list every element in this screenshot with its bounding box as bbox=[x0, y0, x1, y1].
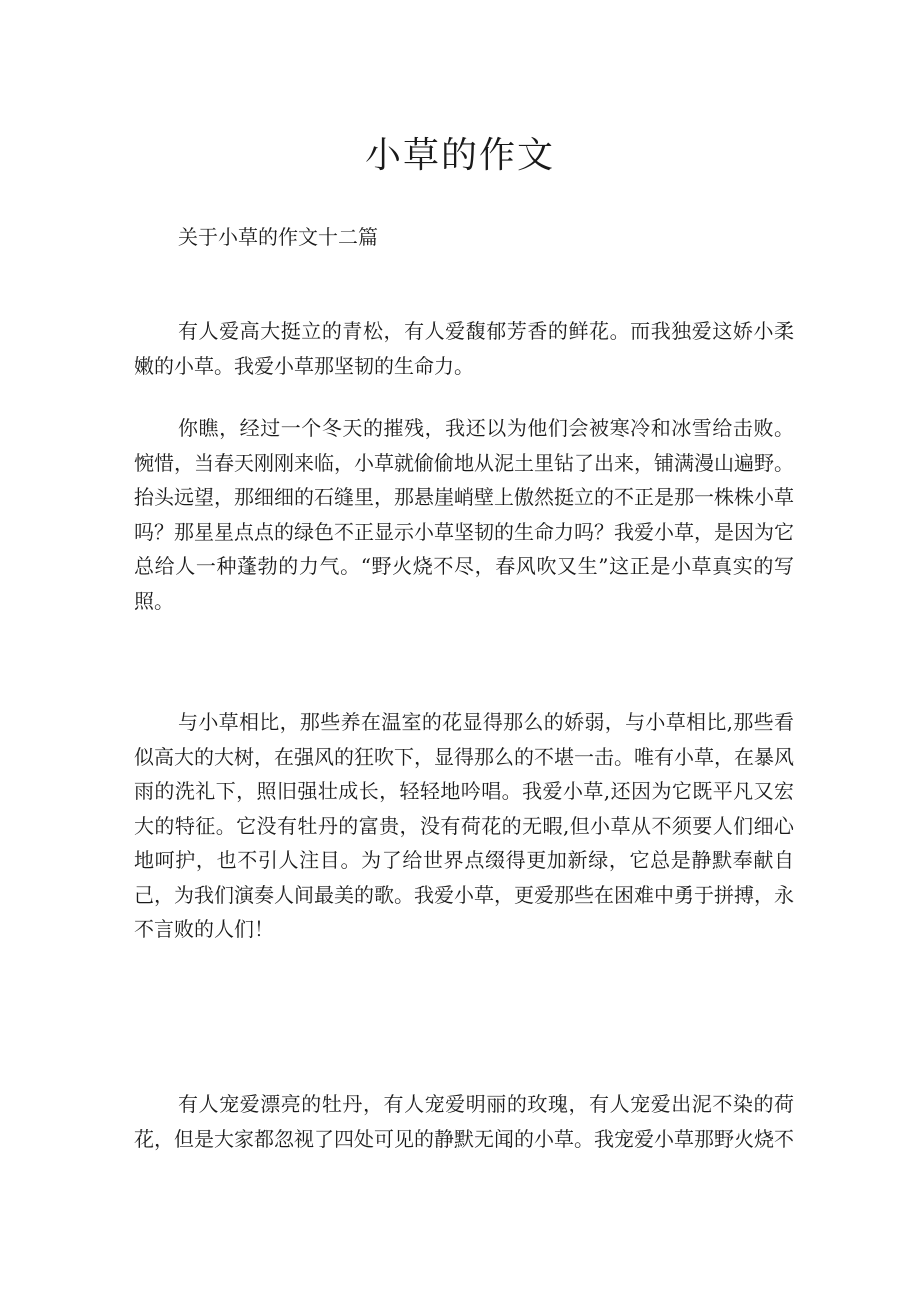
document-subtitle: 关于小草的作文十二篇 bbox=[178, 225, 378, 249]
paragraph-1: 有人爱高大挺立的青松，有人爱馥郁芳香的鲜花。而我独爱这娇小柔嫩的小草。我爱小草那坚韧的生命力。 bbox=[134, 319, 794, 378]
paragraph-4: 有人宠爱漂亮的牡丹，有人宠爱明丽的玫瑰，有人宠爱出泥不染的荷花，但是大家都忽视了四处可见的静默无闻的小草。我宠爱小草那野火烧不 bbox=[134, 1092, 794, 1151]
paragraph-2: 你瞧，经过一个冬天的摧残，我还以为他们会被寒冷和冰雪给击败。惋惜，当春天刚刚来临，小草就偷偷地从泥土里钻了出来，铺满漫山遍野。抬头远望，那细细的石缝里，那悬崖峭壁上傲然挺立的不正是那一株株小草吗？那星星点点的绿色不正显示小草坚韧的生命力吗？我爱小草，是因为它总给人一种蓬勃的力气。“野火烧不尽，春风吹又生”这正是小草真实的写照。 bbox=[134, 416, 794, 613]
document-title: 小草的作文 bbox=[364, 135, 555, 176]
paragraph-3: 与小草相比，那些养在温室的花显得那么的娇弱，与小草相比,那些看似高大的大树，在强风的狂吹下，显得那么的不堪一击。唯有小草，在暴风雨的洗礼下，照旧强壮成长，轻轻地吟唱。我爱小草,还因为它既平凡又宏大的特征。它没有牡丹的富贵，没有荷花的无暇,但小草从不须要人们细心地呵护，也不引人注目。为了给世界点缀得更加新绿，它总是静默奉献自己，为我们演奏人间最美的歌。我爱小草，更爱那些在困难中勇于拼搏，永不言败的人们！ bbox=[134, 710, 794, 941]
